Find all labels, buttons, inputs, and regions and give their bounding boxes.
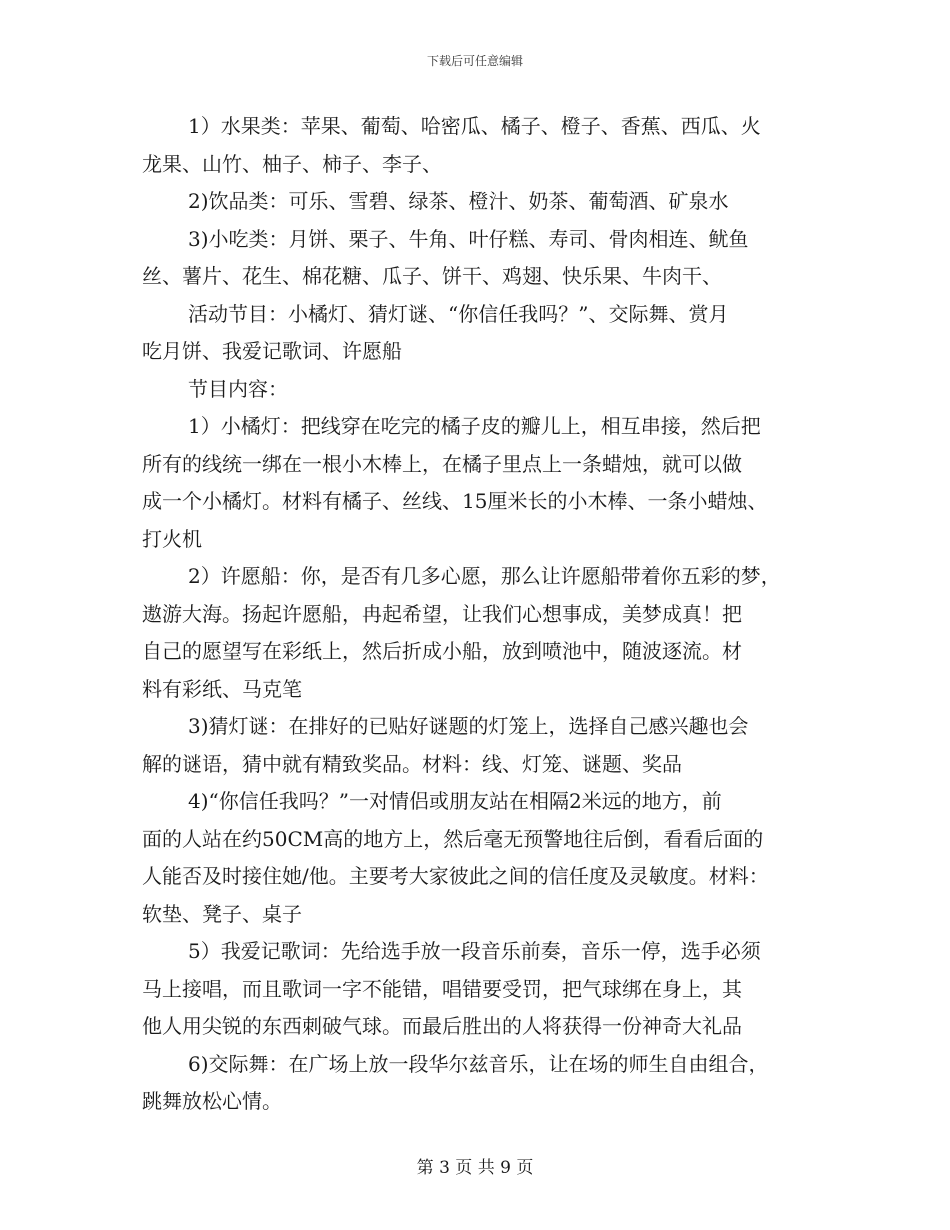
text-line: 自己的愿望写在彩纸上，然后折成小船，放到喷池中，随波逐流。材	[142, 639, 742, 663]
text-line: 5）我爱记歌词：先给选手放一段音乐前奏，音乐一停，选手必须	[188, 939, 761, 963]
text-line: 龙果、山竹、柚子、柿子、李子、	[142, 151, 442, 176]
page-footer: 第 3 页 共 9 页	[416, 1158, 534, 1178]
text-line: 软垫、凳子、桌子	[142, 901, 302, 926]
text-line: 料有彩纸、马克笔	[142, 676, 302, 701]
text-line: 解的谜语，猜中就有精致奖品。材料：线、灯笼、谜题、奖品	[142, 751, 682, 776]
page-header: 下载后可任意编辑	[426, 54, 523, 68]
text-line: 所有的线统一绑在一根小木棒上，在橘子里点上一条蜡烛，就可以做	[142, 451, 742, 476]
text-line: 2）许愿船：你，是否有几多心愿，那么让许愿船带着你五彩的梦，	[188, 564, 781, 588]
text-line: 马上接唱，而且歌词一字不能错，唱错要受罚，把气球绑在身上，其	[142, 976, 742, 1001]
text-line: 2)饮品类：可乐、雪碧、绿茶、橙汁、奶茶、葡萄酒、矿泉水	[188, 189, 729, 213]
text-line: 活动节目：小橘灯、猜灯谜、“你信任我吗？”、交际舞、赏月	[188, 301, 729, 326]
text-line: 成一个小橘灯。材料有橘子、丝线、15厘米长的小木棒、一条小蜡烛、	[142, 489, 768, 513]
text-line: 3)小吃类：月饼、栗子、牛角、叶仔糕、寿司、骨肉相连、鱿鱼	[188, 226, 749, 251]
text-line: 吃月饼、我爱记歌词、许愿船	[142, 339, 402, 363]
text-line: 节目内容：	[188, 376, 288, 401]
text-line: 丝、薯片、花生、棉花糖、瓜子、饼干、鸡翅、快乐果、牛肉干、	[142, 264, 722, 288]
text-line: 他人用尖锐的东西刺破气球。而最后胜出的人将获得一份神奇大礼品	[142, 1014, 742, 1038]
text-line: 人能否及时接住她/他。主要考大家彼此之间的信任度及灵敏度。材料：	[142, 864, 769, 888]
text-line: 6)交际舞：在广场上放一段华尔兹音乐，让在场的师生自由组合，	[188, 1051, 769, 1076]
text-line: 1）小橘灯：把线穿在吃完的橘子皮的瓣儿上，相互串接，然后把	[188, 414, 761, 438]
text-line: 1）水果类：苹果、葡萄、哈密瓜、橘子、橙子、香蕉、西瓜、火	[188, 114, 761, 138]
document-body	[142, 108, 822, 1121]
text-line: 打火机	[142, 526, 202, 551]
text-line: 跳舞放松心情。	[142, 1089, 282, 1113]
text-line: 遨游大海。扬起许愿船，冉起希望，让我们心想事成，美梦成真！把	[142, 601, 742, 626]
text-line: 3)猜灯谜：在排好的已贴好谜题的灯笼上，选择自己感兴趣也会	[188, 714, 749, 738]
text-line: 4)“你信任我吗？”一对情侣或朋友站在相隔2米远的地方，前	[188, 789, 722, 813]
text-line: 面的人站在约50CM高的地方上，然后毫无预警地往后倒，看看后面的	[142, 826, 764, 851]
